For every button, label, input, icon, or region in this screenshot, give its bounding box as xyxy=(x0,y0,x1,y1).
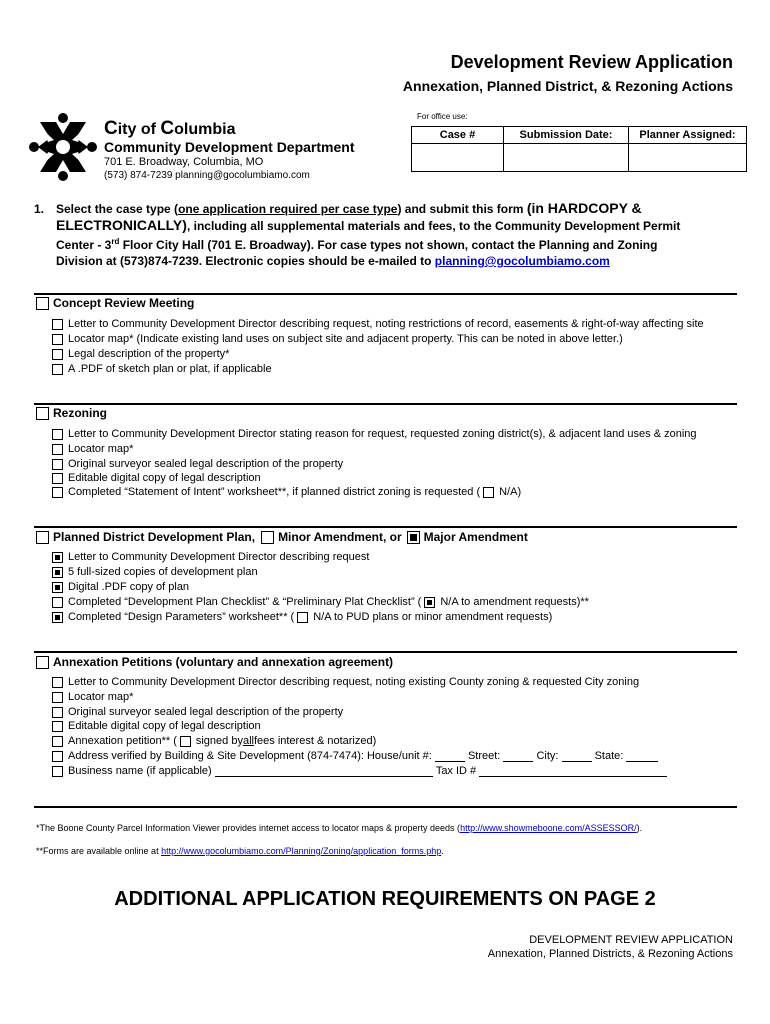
case-number-header: Case # xyxy=(412,127,504,144)
list-item: Letter to Community Development Director describing request xyxy=(52,550,369,564)
section-divider xyxy=(34,526,737,528)
annexation-heading: Annexation Petitions (voluntary and annexation agreement) xyxy=(36,655,393,669)
list-item: Legal description of the property* xyxy=(52,347,229,361)
list-item: Original surveyor sealed legal description of the property xyxy=(52,705,343,719)
checkbox[interactable] xyxy=(52,612,63,623)
rezoning-heading: Rezoning xyxy=(36,406,107,420)
list-item: Business name (if applicable) Tax ID # xyxy=(52,764,667,778)
section-divider xyxy=(34,403,737,405)
list-item: Original surveyor sealed legal description of the property xyxy=(52,457,343,471)
checkbox[interactable] xyxy=(52,582,63,593)
org-address: 701 E. Broadway, Columbia, MO xyxy=(104,156,264,168)
footer-title: DEVELOPMENT REVIEW APPLICATION xyxy=(529,934,733,946)
na-checkbox[interactable] xyxy=(483,487,494,498)
city-logo-icon xyxy=(28,112,98,182)
checkbox[interactable] xyxy=(52,751,63,762)
checkbox[interactable] xyxy=(52,444,63,455)
checkbox[interactable] xyxy=(52,736,63,747)
minor-amendment-checkbox[interactable] xyxy=(261,531,274,544)
checkbox[interactable] xyxy=(52,459,63,470)
checkbox[interactable] xyxy=(52,429,63,440)
petition-signed-checkbox[interactable] xyxy=(180,736,191,747)
annexation-checkbox[interactable] xyxy=(36,656,49,669)
city-name: City of Columbia xyxy=(104,118,236,139)
checkbox[interactable] xyxy=(52,473,63,484)
office-use-label: For office use: xyxy=(417,112,468,121)
business-name-field[interactable] xyxy=(215,766,433,777)
list-item: Completed “Statement of Intent” worksheet**, if planned district zoning is requested ( N/A) xyxy=(52,485,521,499)
case-number-field[interactable] xyxy=(412,144,504,172)
list-item: Locator map* xyxy=(52,690,133,704)
state-field[interactable] xyxy=(626,751,658,762)
list-item: Editable digital copy of legal description xyxy=(52,471,261,485)
checkbox[interactable] xyxy=(52,552,63,563)
na-checkbox[interactable] xyxy=(297,612,308,623)
footnote-forms: **Forms are available online at http://www.gocolumbiamo.com/Planning/Zoning/application_forms.php. xyxy=(36,846,444,856)
concept-review-checkbox[interactable] xyxy=(36,297,49,310)
city-field[interactable] xyxy=(562,751,592,762)
department-name: Community Development Department xyxy=(104,139,355,155)
list-item: Annexation petition** ( signed by all fees interest & notarized) xyxy=(52,734,376,748)
footer-subtitle: Annexation, Planned Districts, & Rezoning Actions xyxy=(487,948,733,960)
page-title: Development Review Application xyxy=(450,52,733,72)
checkbox[interactable] xyxy=(52,692,63,703)
checkbox[interactable] xyxy=(52,766,63,777)
tax-id-field[interactable] xyxy=(479,766,667,777)
major-amendment-checkbox[interactable] xyxy=(407,531,420,544)
section-divider xyxy=(34,293,737,295)
checkbox[interactable] xyxy=(52,567,63,578)
checkbox[interactable] xyxy=(52,707,63,718)
list-item: Letter to Community Development Director describing request, noting restrictions of record, easements & right-of-way affecting site xyxy=(52,317,704,331)
checkbox[interactable] xyxy=(52,319,63,330)
submission-date-field[interactable] xyxy=(504,144,629,172)
concept-review-heading: Concept Review Meeting xyxy=(36,296,194,310)
house-unit-field[interactable] xyxy=(435,751,465,762)
office-use-table xyxy=(411,126,747,172)
org-contact: (573) 874-7239 planning@gocolumbiamo.com xyxy=(104,170,310,181)
street-field[interactable] xyxy=(503,751,533,762)
instructions: 1. Select the case type (one application required per case type) and submit this form (in HARDCOPY & ELECTRONICALLY), including all supplemental materials and fees, to the Community Development Permit Center - 3rd Floor City Hall (701 E. Broadway). For case types not shown, contact the Planning and Zoning Division at (573)874-7239. Electronic copies should be e-mailed to planning@gocolumbiamo.com xyxy=(34,200,681,268)
na-checkbox[interactable] xyxy=(424,597,435,608)
list-item: Letter to Community Development Director stating reason for request, requested zoning district(s), & adjacent land uses & zoning xyxy=(52,427,697,441)
page-subtitle: Annexation, Planned District, & Rezoning Actions xyxy=(402,78,733,94)
checkbox[interactable] xyxy=(52,677,63,688)
checkbox[interactable] xyxy=(52,597,63,608)
footnote-locator: *The Boone County Parcel Information Viewer provides internet access to locator maps & property deeds (http://www.showmeboone.com/ASSESSOR/). xyxy=(36,823,643,833)
forms-link[interactable]: http://www.gocolumbiamo.com/Planning/Zoning/application_forms.php xyxy=(161,846,442,856)
list-item: Address verified by Building & Site Development (874-7474): House/unit #: Street: City: State: xyxy=(52,749,658,763)
section-divider xyxy=(34,806,737,808)
list-item: Digital .PDF copy of plan xyxy=(52,580,189,594)
checkbox[interactable] xyxy=(52,721,63,732)
showmeboone-link[interactable]: http://www.showmeboone.com/ASSESSOR/ xyxy=(460,823,637,833)
submission-date-header: Submission Date: xyxy=(504,127,629,144)
list-item: Completed “Design Parameters” worksheet** ( N/A to PUD plans or minor amendment requests) xyxy=(52,610,552,624)
list-item: 5 full-sized copies of development plan xyxy=(52,565,258,579)
checkbox[interactable] xyxy=(52,349,63,360)
list-item: Locator map* xyxy=(52,442,133,456)
planned-district-heading: Planned District Development Plan, Minor Amendment, or Major Amendment xyxy=(36,530,528,544)
planned-district-checkbox[interactable] xyxy=(36,531,49,544)
planner-assigned-header: Planner Assigned: xyxy=(629,127,747,144)
list-item: Completed “Development Plan Checklist” & “Preliminary Plat Checklist” ( N/A to amendment requests)** xyxy=(52,595,589,609)
additional-requirements-notice: ADDITIONAL APPLICATION REQUIREMENTS ON PAGE 2 xyxy=(114,888,656,910)
list-item: Editable digital copy of legal description xyxy=(52,719,261,733)
checkbox[interactable] xyxy=(52,487,63,498)
list-item: Locator map* (Indicate existing land uses on subject site and adjacent property. This can be noted in above letter.) xyxy=(52,332,623,346)
list-item: Letter to Community Development Director describing request, noting existing County zoning & requested City zoning xyxy=(52,675,639,689)
checkbox[interactable] xyxy=(52,364,63,375)
planning-email-link[interactable]: planning@gocolumbiamo.com xyxy=(434,254,610,268)
section-divider xyxy=(34,651,737,653)
rezoning-checkbox[interactable] xyxy=(36,407,49,420)
list-item: A .PDF of sketch plan or plat, if applicable xyxy=(52,362,272,376)
planner-assigned-field[interactable] xyxy=(629,144,747,172)
checkbox[interactable] xyxy=(52,334,63,345)
